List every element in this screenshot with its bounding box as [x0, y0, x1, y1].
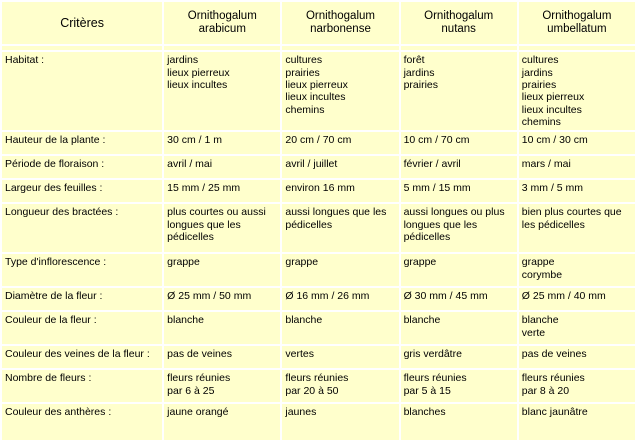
table-body [2, 52, 635, 440]
table-cell: cultures prairies lieux pierreux lieux incultes chemins [282, 52, 398, 130]
table-cell: blanche [282, 312, 398, 344]
table-cell: blanches [401, 404, 517, 440]
table-cell: 10 cm / 30 cm [519, 132, 635, 154]
table-cell: fleurs réunies par 20 à 50 [282, 370, 398, 402]
table-row [2, 346, 635, 368]
table-cell: 3 mm / 5 mm [519, 180, 635, 202]
row-label: Largeur des feuilles : [2, 180, 162, 202]
row-label: Diamètre de la fleur : [2, 288, 162, 310]
row-label: Hauteur de la plante : [2, 132, 162, 154]
table-cell: avril / juillet [282, 156, 398, 178]
table-cell: grappe [164, 254, 280, 286]
table-cell: grappe [282, 254, 398, 286]
table-row [2, 156, 635, 178]
table-cell: 15 mm / 25 mm [164, 180, 280, 202]
row-label: Nombre de fleurs : [2, 370, 162, 402]
table-cell: fleurs réunies par 8 à 20 [519, 370, 635, 402]
table-cell: Ø 30 mm / 45 mm [401, 288, 517, 310]
table-cell: blanc jaunâtre [519, 404, 635, 440]
table-cell: jaunes [282, 404, 398, 440]
table-row [2, 132, 635, 154]
table-row [2, 312, 635, 344]
row-label: Couleur des veines de la fleur : [2, 346, 162, 368]
row-label: Couleur de la fleur : [2, 312, 162, 344]
table-row [2, 204, 635, 252]
row-label: Période de floraison : [2, 156, 162, 178]
table-row [2, 254, 635, 286]
table-cell: 10 cm / 70 cm [401, 132, 517, 154]
table-cell: 20 cm / 70 cm [282, 132, 398, 154]
table-cell: fleurs réunies par 5 à 15 [401, 370, 517, 402]
table-row [2, 52, 635, 130]
table-row [2, 370, 635, 402]
header-row [2, 2, 635, 44]
table-cell: grappe corymbe [519, 254, 635, 286]
row-label: Habitat : [2, 52, 162, 130]
species-header: Ornithogalum narbonense [282, 2, 398, 44]
species-header: Ornithogalum arabicum [164, 2, 280, 44]
species-header: Ornithogalum nutans [401, 2, 517, 44]
table-cell: cultures jardins prairies lieux pierreux lieux incultes chemins [519, 52, 635, 130]
row-label: Couleur des anthères : [2, 404, 162, 440]
table-cell: aussi longues ou plus longues que les pédicelles [401, 204, 517, 252]
table-cell: forêt jardins prairies [401, 52, 517, 130]
table-row [2, 404, 635, 440]
table-cell: gris verdâtre [401, 346, 517, 368]
table-cell: jaune orangé [164, 404, 280, 440]
table-cell: Ø 16 mm / 26 mm [282, 288, 398, 310]
table-cell: jardins lieux pierreux lieux incultes [164, 52, 280, 130]
table-cell: blanche verte [519, 312, 635, 344]
header-separator [2, 46, 635, 50]
table-cell: vertes [282, 346, 398, 368]
table-cell: pas de veines [519, 346, 635, 368]
table-cell: mars / mai [519, 156, 635, 178]
table-cell: pas de veines [164, 346, 280, 368]
row-label: Longueur des bractées : [2, 204, 162, 252]
table-cell: environ 16 mm [282, 180, 398, 202]
table-cell: 30 cm / 1 m [164, 132, 280, 154]
table-cell: Ø 25 mm / 40 mm [519, 288, 635, 310]
table-row [2, 288, 635, 310]
table-cell: blanche [164, 312, 280, 344]
table-cell: avril / mai [164, 156, 280, 178]
table-cell: 5 mm / 15 mm [401, 180, 517, 202]
species-header: Ornithogalum umbellatum [519, 2, 635, 44]
table-cell: bien plus courtes que les pédicelles [519, 204, 635, 252]
row-label: Type d'inflorescence : [2, 254, 162, 286]
table-cell: plus courtes ou aussi longues que les pédicelles [164, 204, 280, 252]
table-cell: fleurs réunies par 6 à 25 [164, 370, 280, 402]
table-cell: février / avril [401, 156, 517, 178]
table-cell: aussi longues que les pédicelles [282, 204, 398, 252]
table-cell: blanche [401, 312, 517, 344]
criteria-header: Critères [2, 2, 162, 44]
table-row [2, 180, 635, 202]
table-cell: Ø 25 mm / 50 mm [164, 288, 280, 310]
table-cell: grappe [401, 254, 517, 286]
